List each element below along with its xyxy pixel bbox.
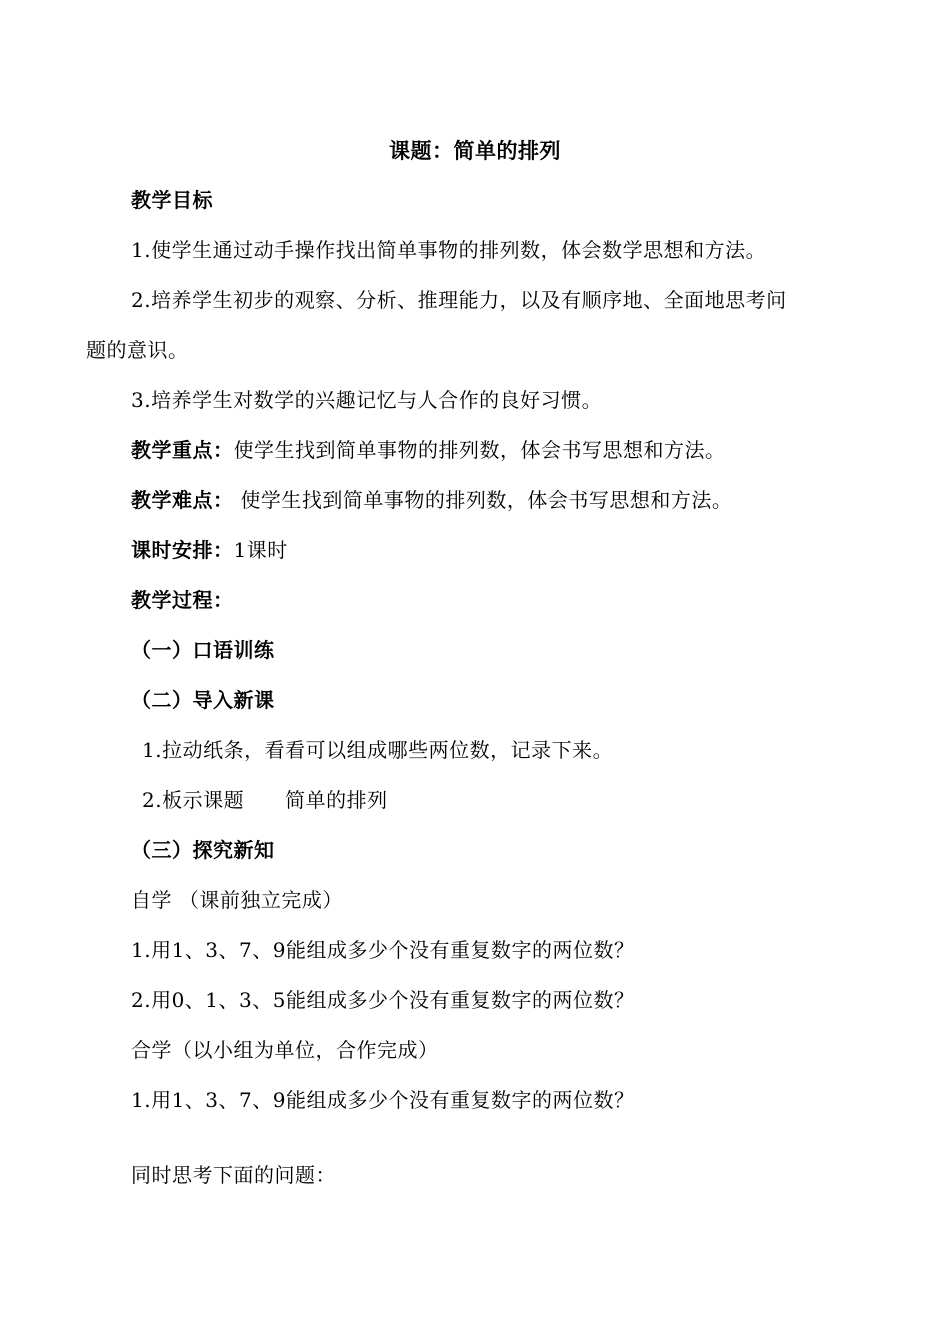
self-study-heading: 自学 （课前独立完成） <box>131 888 343 912</box>
group-study-question-1: 1.用1、3、7、9能组成多少个没有重复数字的两位数？ <box>131 1088 635 1112</box>
key-point <box>131 437 726 463</box>
difficulty-label: 教学难点： <box>131 488 234 512</box>
difficulty-point <box>131 487 732 513</box>
schedule-label: 课时安排： <box>131 538 234 562</box>
objectives-heading: 教学目标 <box>131 188 213 212</box>
schedule <box>131 537 288 563</box>
section-explore: （三）探究新知 <box>131 838 275 862</box>
key-point-text: 使学生找到简单事物的排列数，体会书写思想和方法。 <box>233 438 726 462</box>
self-study-question-1: 1.用1、3、7、9能组成多少个没有重复数字的两位数？ <box>131 938 635 962</box>
objective-item-2-line-1: 2.培养学生初步的观察、分析、推理能力，以及有顺序地、全面地思考问 <box>131 288 787 312</box>
process-heading: 教学过程： <box>131 588 234 612</box>
key-point-label: 教学重点： <box>131 438 234 462</box>
think-prompt: 同时思考下面的问题： <box>131 1163 336 1187</box>
introduction-item-2: 2.板示课题 简单的排列 <box>142 788 388 812</box>
objective-item-3: 3.培养学生对数学的兴趣记忆与人合作的良好习惯。 <box>131 388 603 412</box>
schedule-text: 1课时 <box>233 538 288 562</box>
group-study-heading: 合学（以小组为单位，合作完成） <box>131 1038 439 1062</box>
objective-item-2-line-2: 题的意识。 <box>86 338 189 362</box>
page-title: 课题：简单的排列 <box>389 139 561 163</box>
section-introduction: （二）导入新课 <box>131 688 275 712</box>
introduction-item-1: 1.拉动纸条，看看可以组成哪些两位数，记录下来。 <box>142 738 614 762</box>
difficulty-text: 使学生找到简单事物的排列数，体会书写思想和方法。 <box>233 488 733 512</box>
self-study-question-2: 2.用0、1、3、5能组成多少个没有重复数字的两位数？ <box>131 988 635 1012</box>
section-oral-training: （一）口语训练 <box>131 638 275 662</box>
objective-item-1: 1.使学生通过动手操作找出简单事物的排列数，体会数学思想和方法。 <box>131 238 767 262</box>
